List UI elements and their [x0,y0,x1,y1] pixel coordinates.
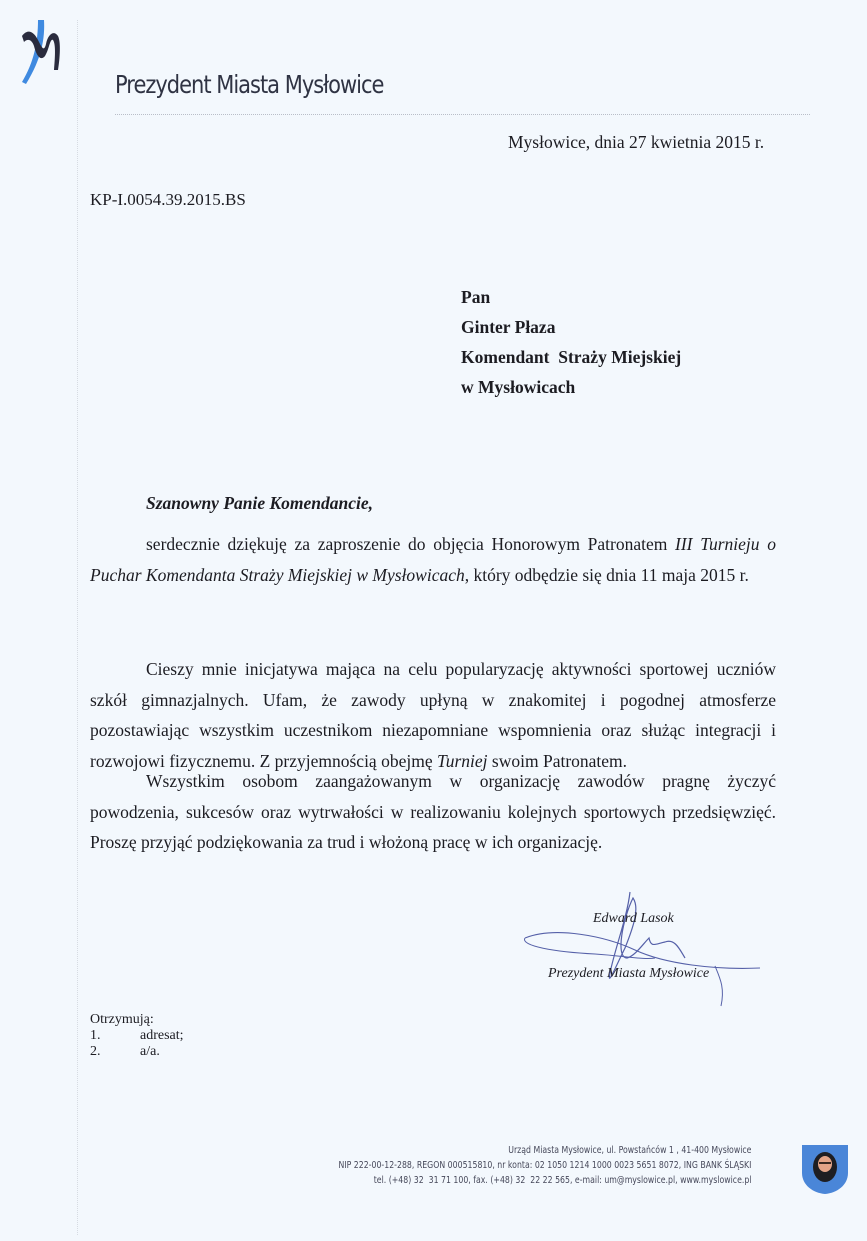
letterhead-divider [115,114,810,115]
city-logo-icon [14,18,66,86]
addressee-line: Komendant Straży Miejskiej [461,347,682,367]
recipient-number: 2. [90,1044,101,1059]
letter-date: Mysłowice, dnia 27 kwietnia 2015 r. [508,132,765,152]
coat-of-arms-icon [801,1143,849,1195]
signatory-title: Prezydent Miasta Mysłowice [548,966,710,981]
footer-contact [338,1143,751,1188]
addressee-block [461,282,681,402]
paragraph-text: Cieszy mnie inicjatywa mająca na celu popularyzację aktywności sportowej uczniów szkół gimnazjalnych. Ufam, że zawody upłyną w znakomitej i pogodnej atmosferze pozostawiając wszystkim uczestnikom niezapomniane wspomnienia oraz służąc integracji i rozwojowi fizycznemu. Z przyjemnością obejmę [90,659,776,771]
addressee-line: Pan [461,287,491,307]
paragraph-text: Wszystkim osobom zaangażowanym w organizację zawodów pragnę życzyć powodzenia, sukcesów oraz wytrwałości w realizowaniu kolejnych sportowych przedsięwzięć. Proszę przyjąć podziękowania za trud i włożoną pracę w ich organizację. [90,771,776,852]
reference-number: KP-I.0054.39.2015.BS [90,190,246,209]
recipient-number: 1. [90,1028,101,1043]
footer-address: Urząd Miasta Mysłowice, ul. Powstańców 1 , 41-400 Mysłowice [507,1145,751,1156]
recipient-item [90,1028,184,1044]
margin-guide-line [77,20,78,1235]
body-paragraph-1 [90,529,776,590]
paragraph-text: swoim Patronatem. [487,750,628,771]
letterhead-title: Prezydent Miasta Mysłowice [115,70,384,99]
body-paragraph-3 [90,766,776,858]
footer-bank: NIP 222-00-12-288, REGON 000515810, nr konta: 02 1050 1214 1000 0023 5651 8072, ING BANK ŚLĄSKI [338,1160,751,1171]
emphasis-text: Turniej [436,750,488,771]
paragraph-text: serdecznie dziękuję za zaproszenie do objęcia Honorowym Patronatem [146,534,676,554]
signatory-name: Edward Lasok [593,911,674,926]
recipient-item [90,1044,184,1060]
salutation: Szanowny Panie Komendancie, [146,493,374,513]
footer-contact-line: tel. (+48) 32 31 71 100, fax. (+48) 32 22 22 565, e-mail: um@myslowice.pl, www.myslowice.pl [373,1175,751,1186]
paragraph-text: , który odbędzie się dnia 11 maja 2015 r. [464,564,749,585]
handwritten-signature-icon [515,888,775,1013]
recipient-text: a/a. [140,1044,160,1059]
addressee-line: w Mysłowicach [461,377,576,397]
event-name: III Turnieju o Puchar Komendanta Straży Miejskiej w Mysłowicach [90,534,776,585]
addressee-line: Ginter Płaza [461,317,556,337]
recipients-heading: Otrzymują: [90,1012,154,1027]
recipients-list [90,1012,184,1060]
body-paragraph-2 [90,654,776,776]
recipient-text: adresat; [140,1028,184,1043]
